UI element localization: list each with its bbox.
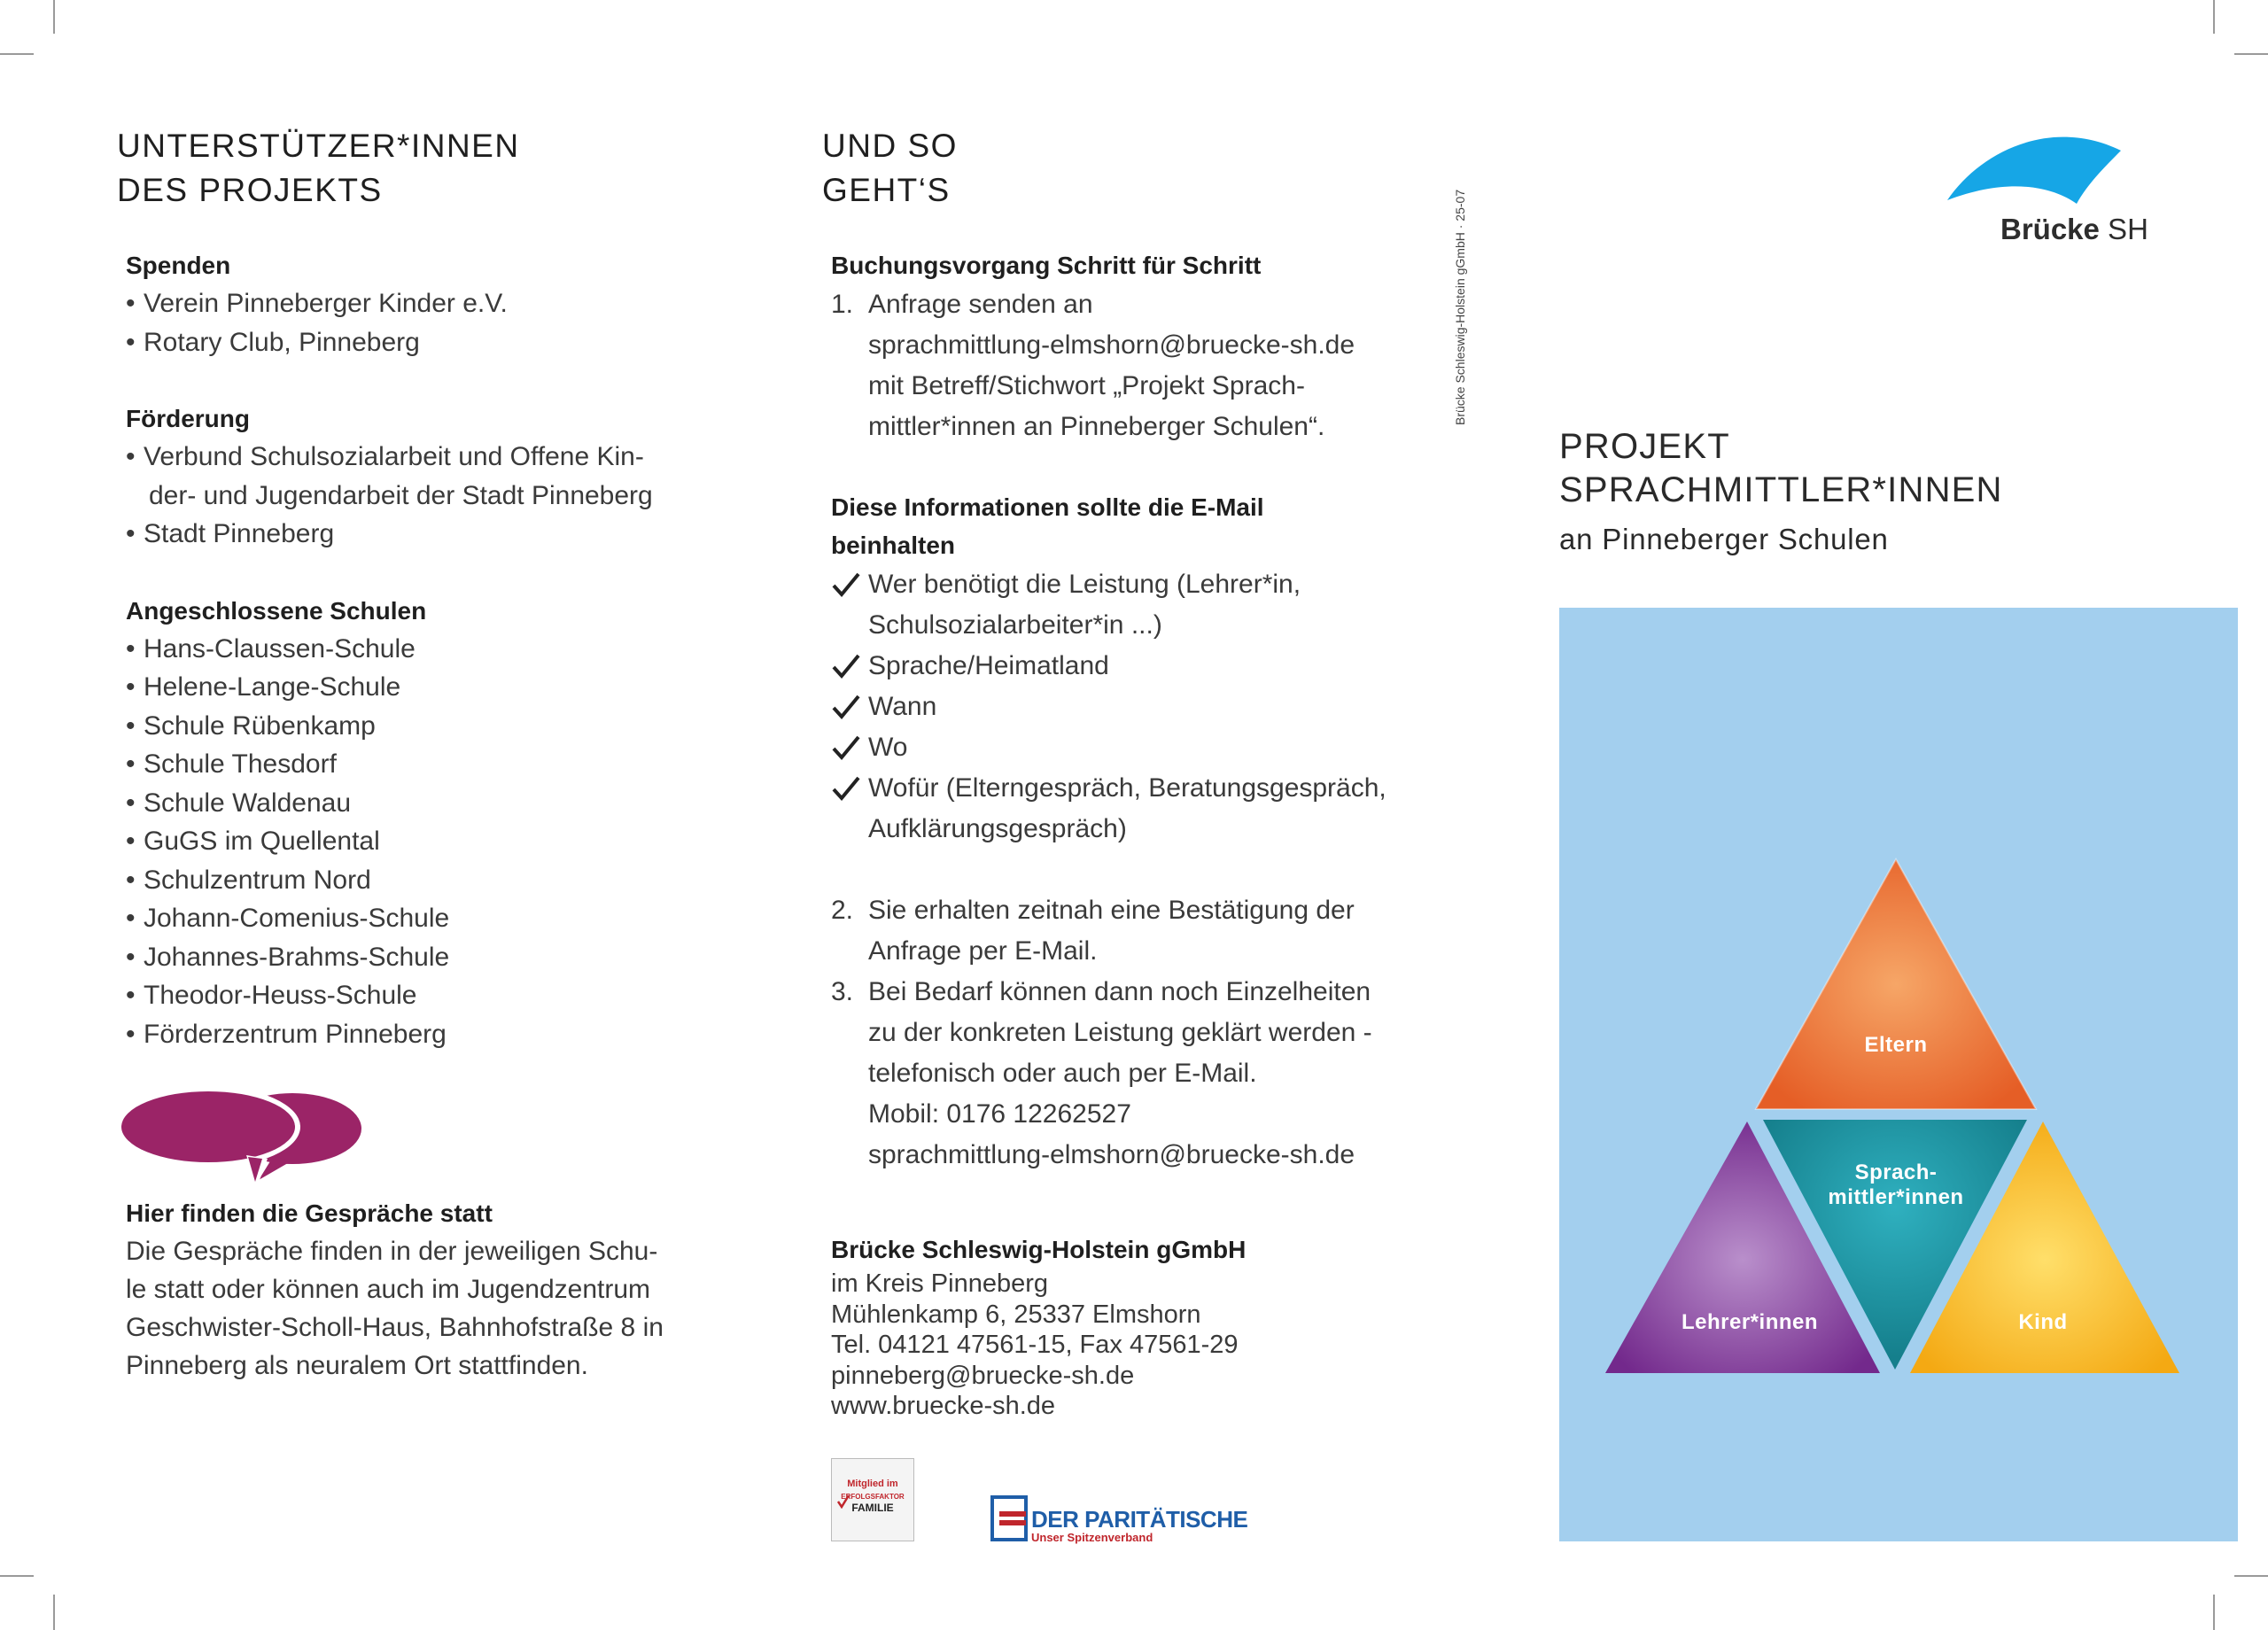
- project-subtitle: an Pinneberger Schulen: [1559, 523, 1889, 555]
- crop-mark: [0, 1575, 34, 1577]
- info-checklist: [831, 564, 1442, 850]
- speech-bubbles-icon: [115, 1083, 367, 1192]
- foerderung-heading: Förderung: [126, 405, 250, 432]
- list-item: • GuGS im Quellental: [126, 827, 380, 856]
- foerderung-section: [117, 400, 737, 554]
- erfolgsfaktor-familie-badge: [831, 1458, 914, 1541]
- badge-line1: Mitglied im: [847, 1479, 898, 1489]
- list-item: • Verein Pinneberger Kinder e.V.: [126, 289, 508, 318]
- list-item: • Hans-Claussen-Schule: [126, 633, 416, 664]
- check-item: Sprache/Heimatland: [831, 646, 1442, 687]
- lehrer-label: Lehrer*innen: [1681, 1310, 1819, 1334]
- check-item: Wer benötigt die Leistung (Lehrer*in, Schulsozialarbeiter*in ...): [831, 564, 1442, 646]
- step-item: 3. Bei Bedarf können dann noch Einzelheiten zu der konkreten Leistung geklärt werden - telefonisch oder auch per E-Mail. Mobil: 0176 12262527 sprachmittlung-elmshorn@bruecke-sh.de: [831, 977, 1372, 1169]
- vertical-imprint: Brücke Schleswig-Holstein gGmbH · 25-07: [1453, 189, 1467, 425]
- supporters-column: [117, 124, 737, 1053]
- list-item: • Förderzentrum Pinneberg: [126, 1019, 447, 1049]
- howto-title-line2: GEHT‘S: [822, 172, 951, 208]
- howto-column: [822, 124, 1442, 1422]
- foerderung-list: [126, 438, 737, 554]
- list-item: • Helene-Lange-Schule: [126, 672, 401, 702]
- project-title: PROJEKT SPRACHMITTLER*INNEN: [1559, 427, 2003, 509]
- crop-mark: [53, 1595, 55, 1630]
- howto-title: [822, 124, 1442, 213]
- crop-mark: [0, 53, 34, 55]
- check-item: Wofür (Elterngespräch, Beratungsgespräch, Aufklärungsgespräch): [831, 768, 1442, 850]
- gespraeche-section: [126, 1194, 746, 1385]
- badge-line3: FAMILIE: [851, 1502, 894, 1514]
- checkmark-icon: [831, 692, 861, 722]
- list-item: • Johannes-Brahms-Schule: [126, 942, 450, 972]
- checkmark-icon: [831, 773, 861, 803]
- info-section: [822, 488, 1442, 850]
- list-item: • Schule Waldenau: [126, 788, 352, 818]
- booking-steps: [831, 284, 1442, 447]
- booking-heading: Buchungsvorgang Schritt für Schritt: [831, 252, 1262, 279]
- schulen-heading: Angeschlossene Schulen: [126, 596, 427, 625]
- bruecke-logo-text: Brücke SH: [2000, 213, 2148, 245]
- address-heading: Brücke Schleswig-Holstein gGmbH: [831, 1236, 1247, 1263]
- schulen-list: [126, 630, 737, 1054]
- checkmark-icon: [831, 733, 861, 763]
- checkmark-icon: [837, 1494, 850, 1509]
- badge-line2: ERFOLGSFAKTOR: [841, 1493, 905, 1501]
- eltern-triangle: [1756, 859, 2036, 1109]
- spenden-heading: Spenden: [126, 252, 231, 279]
- check-item: Wo: [831, 727, 1442, 768]
- list-item: • Johann-Comenius-Schule: [126, 904, 450, 933]
- supporters-title: [117, 124, 737, 213]
- crop-mark: [2234, 53, 2268, 55]
- step-item: 1. Anfrage senden an sprachmittlung-elmshorn@bruecke-sh.de mit Betreff/Stichwort „Projekt Sprach- mittler*innen an Pinneberger Schulen“.: [831, 290, 1355, 441]
- kind-label: Kind: [2018, 1310, 2068, 1334]
- howto-title-line1: UND SO: [822, 128, 958, 164]
- spenden-list: [126, 284, 737, 361]
- gespraeche-heading: Hier finden die Gespräche statt: [126, 1199, 493, 1227]
- booking-section: [822, 246, 1442, 447]
- gespraeche-text: Die Gespräche finden in der jeweiligen Schu- le statt oder können auch im Jugendzentrum Geschwister-Scholl-Haus, Bahnhofstraße 8 in Pinneberg als neuralem Ort stattfinden.: [126, 1237, 664, 1380]
- list-item: • Schule Rübenkamp: [126, 710, 376, 741]
- crop-mark: [2213, 1595, 2215, 1630]
- crop-mark: [2213, 0, 2215, 34]
- paritaetische-logo-icon: [990, 1495, 1028, 1541]
- triangle-diagram: [1595, 850, 2188, 1382]
- checkmark-icon: [831, 651, 861, 681]
- list-item: • Verbund Schulsozialarbeit und Offene Kin- der- und Jugendarbeit der Stadt Pinneberg: [126, 442, 653, 510]
- info-heading: Diese Informationen sollte die E-Mail beinhalten: [831, 493, 1264, 559]
- bruecke-logo-swoosh-icon: [1946, 124, 2126, 204]
- list-item: • Schule Thesdorf: [126, 749, 337, 779]
- crop-mark: [2234, 1575, 2268, 1577]
- paritaetische-name: DER PARITÄTISCHE: [1031, 1506, 1248, 1533]
- followup-steps: [822, 890, 1442, 1176]
- address-lines: im Kreis Pinneberg Mühlenkamp 6, 25337 Elmshorn Tel. 04121 47561-15, Fax 47561-29 pinneberg@bruecke-sh.de www.bruecke-sh.de: [831, 1269, 1239, 1420]
- supporters-title-line2: DES PROJEKTS: [117, 172, 383, 208]
- check-item: Wann: [831, 687, 1442, 727]
- step-item: 2. Sie erhalten zeitnah eine Bestätigung der Anfrage per E-Mail.: [831, 896, 1355, 966]
- crop-mark: [53, 0, 55, 34]
- paritaetische-tagline: Unser Spitzenverband: [1031, 1531, 1153, 1544]
- spenden-section: [117, 246, 737, 361]
- address-block: [822, 1230, 1442, 1422]
- list-item: • Stadt Pinneberg: [126, 519, 335, 548]
- eltern-label: Eltern: [1864, 1033, 1928, 1057]
- list-item: • Rotary Club, Pinneberg: [126, 327, 420, 357]
- checkmark-icon: [831, 570, 861, 600]
- supporters-title-line1: UNTERSTÜTZER*INNEN: [117, 128, 520, 164]
- sprachmittler-label: Sprach- mittler*innen: [1828, 1160, 1964, 1209]
- list-item: • Schulzentrum Nord: [126, 865, 371, 895]
- list-item: • Theodor-Heuss-Schule: [126, 981, 417, 1010]
- schulen-section: [117, 592, 737, 1054]
